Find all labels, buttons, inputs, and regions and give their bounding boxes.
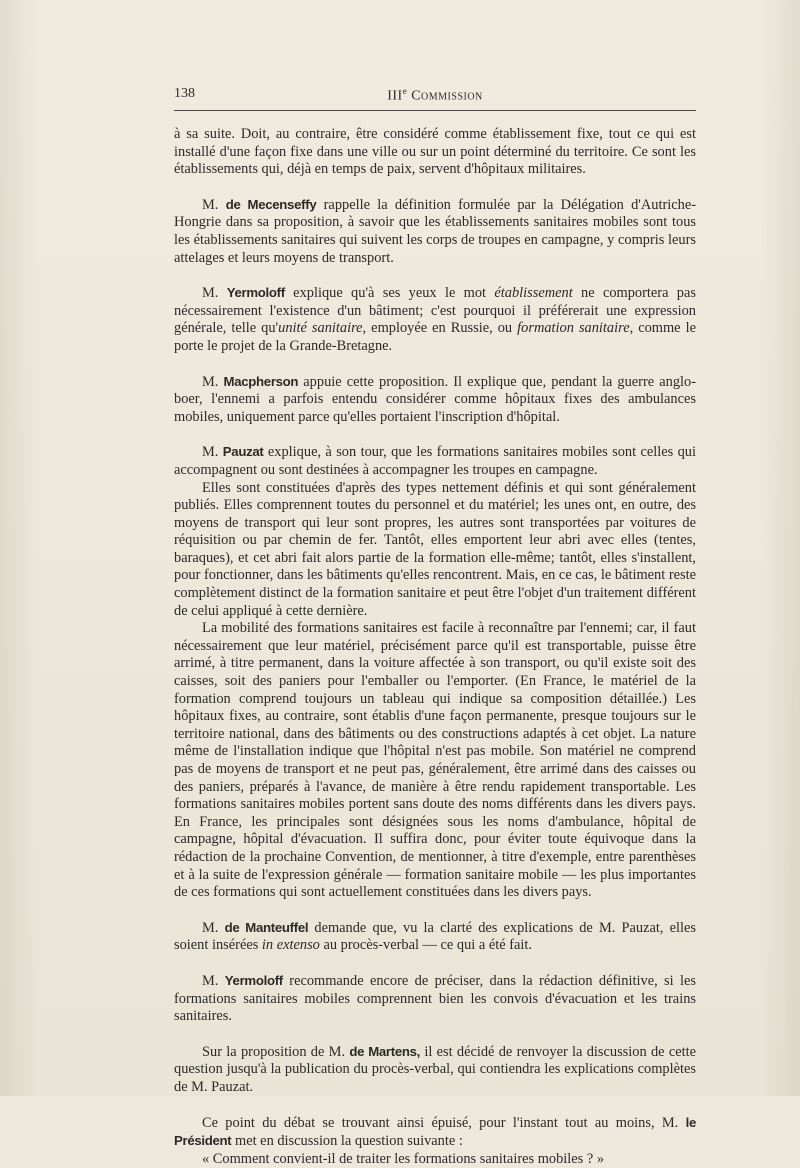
running-head-roman: III — [387, 88, 403, 104]
italic-term: in extenso — [261, 937, 320, 954]
speaker-title: M. — [202, 919, 219, 936]
speaker-title: M. — [202, 285, 219, 302]
paragraph-text: explique, à son tour, que les formations sanitaires mobiles sont celles qui accompagnent ou sont destinées à accompagner les troupes en campagne. — [174, 444, 696, 478]
speaker-name: de Mecenseffy — [225, 196, 317, 212]
running-head-word: Commission — [411, 88, 483, 104]
page-body — [174, 126, 696, 1168]
speaker-title: M. — [202, 444, 219, 461]
speaker-title: M. — [202, 972, 219, 989]
paragraph-7: La mobilité des formations sanitaires est facile à reconnaître par l'ennemi; car, il faut nécessairement que leur matériel, précisément parce qu'il est transportable, puisse être arrimé, à titre permanent, dans la voiture affectée à son transport, ou qu'il existe soit des caisses, soit des paniers pour l'emballer ou l'emporter. (En France, le matériel de la formation comprend toujours un tableau qui indique sa composition détaillée.) Les hôpitaux fixes, au contraire, sont établis d'une façon permanente, presque toujours sur le territoire national, dans des bâtiments ou des constructions adaptés à cet objet. La nature même de l'installation indique que l'hôpital n'est pas mobile. Son matériel ne comprend pas de moyens de transport et ne peut pas, généralement, être arrimé dans des caisses ou des paniers, préparés à l'avance, de manière à être rendu rapidement transportable. Les formations sanitaires mobiles portent sans doute des noms différents dans les divers pays. En France, les principales sont désignées sous les noms d'ambulance, hôpital de campagne, hôpital d'évacuation. Il suffira donc, pour éviter toute équivoque dans la rédaction de la prochaine Convention, de mentionner, à titre d'exemple, entre parenthèses et à la suite de l'expression générale — formation sanitaire mobile — les plus importantes de ces formations qui sont actuellement constituées dans les divers pays. — [174, 620, 696, 901]
paragraph-9 — [174, 972, 696, 1026]
paragraph-6: Elles sont constituées d'après des types nettement définis et qui sont généralement publiés. Elles comprennent toutes du personnel et du matériel; les unes ont, en outre, des moyens de transport qui leur sont propres, les autres sont transportées par voitures de réquisition ou par chemin de fer. Tantôt, elles emportent leur abri avec elles (tentes, baraques), et cet abri fait alors partie de la formation elle-même; tantôt, elles s'installent, pour fonctionner, dans les bâtiments qu'elles rencontrent. Mais, en ce cas, le bâtiment reste complètement distinct de la formation sanitaire et peut être l'objet d'un traitement différent de celui appliqué à cette dernière. — [174, 479, 696, 619]
paragraph-text: recommande encore de préciser, dans la rédaction définitive, si les formations sanitaires mobiles comprennent bien les convois d'évacuation et les trains sanitaires. — [174, 972, 696, 1025]
italic-term: établissement — [494, 285, 573, 302]
speaker-title: M. — [202, 373, 219, 390]
paragraph-text: comme le porte le projet de la Grande-Bretagne. — [174, 320, 696, 354]
running-head — [174, 86, 696, 105]
question-quote: « Comment convient-il de traiter les formations sanitaires mobiles ? » — [202, 1150, 605, 1167]
speaker-name: le Président — [174, 1114, 696, 1149]
paragraph-text: Sur la proposition de M. — [202, 1043, 350, 1060]
paragraph-text: rappelle la définition formulée par la Délégation d'Autriche-Hongrie dans sa proposition, à savoir que les établissements sanitaires mobiles sont tous les établissements sanitaires qui suivent les corps de troupes en campagne, y compris leurs attelages et leurs moyens de transport. — [174, 196, 696, 266]
paragraph-text: appuie cette proposition. Il explique que, pendant la guerre anglo-boer, l'ennemi a parfois entendu considérer comme hôpitaux fixes des ambulances mobiles, uniquement parce qu'elles portaient l'inscription d'hôpital. — [174, 373, 696, 425]
speaker-name: Pauzat — [222, 444, 264, 460]
header-rule — [174, 110, 696, 111]
paragraph-text: met en discussion la question suivante : — [231, 1133, 463, 1150]
paragraph-10 — [174, 1043, 696, 1097]
speaker-name: Yermoloff — [224, 972, 283, 988]
running-head-sup: e — [402, 86, 408, 96]
paragraph-text: Ce point du débat se trouvant ainsi épuisé, pour l'instant tout au moins, M. — [202, 1114, 686, 1131]
speaker-name: Macpherson — [223, 373, 299, 389]
italic-term: unité sanitaire, — [278, 320, 367, 337]
paragraph-text: employée en Russie, ou — [366, 320, 518, 337]
paragraph-text: explique qu'à ses yeux le mot — [284, 285, 495, 302]
italic-term: formation sanitaire, — [517, 320, 634, 337]
paragraph-8 — [174, 919, 696, 955]
speaker-name: Yermoloff — [226, 285, 285, 301]
paragraph-1: à sa suite. Doit, au contraire, être considéré comme établissement fixe, tout ce qui est installé d'une façon fixe dans une ville ou sur un point déterminé du territoire. Ce sont les établissements qui, déjà en temps de paix, servent d'hôpitaux militaires. — [174, 126, 696, 178]
paragraph-5 — [174, 443, 696, 479]
paragraph-text: ne comportera pas nécessairement l'existence d'un bâtiment; c'est pourquoi il préférerait une expression générale, telle qu' — [174, 285, 696, 337]
paragraph-text: au procès-verbal — ce qui a été fait. — [319, 937, 533, 954]
paragraph-2 — [174, 196, 696, 267]
speaker-name: de Martens, — [349, 1043, 421, 1059]
paragraph-4 — [174, 373, 696, 427]
speaker-name: de Manteuffel — [224, 919, 309, 935]
paragraph-text: demande que, vu la clarté des explications de M. Pauzat, elles soient insérées — [174, 919, 696, 954]
paragraph-text: il est décidé de renvoyer la discussion de cette question jusqu'à la publication du procès-verbal, qui contiendra les explications complètes de M. Pauzat. — [174, 1043, 696, 1095]
page-number: 138 — [174, 86, 195, 101]
paragraph-3 — [174, 284, 696, 355]
speaker-title: M. — [202, 196, 219, 213]
page-header — [174, 86, 696, 108]
paragraph-11 — [174, 1114, 696, 1151]
